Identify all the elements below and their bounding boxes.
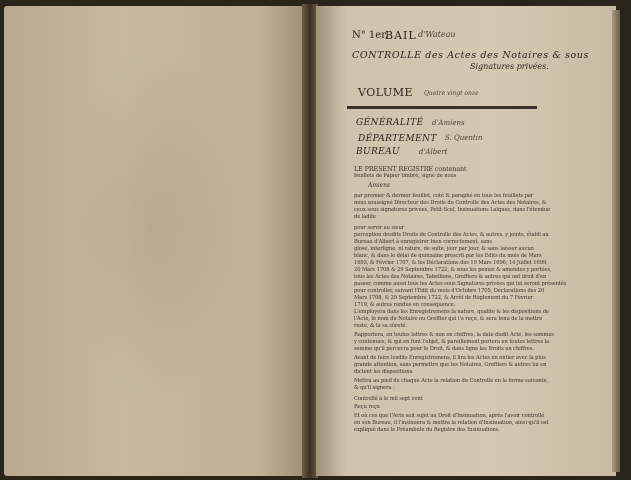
- body-line: L'employera dans les Enregistremens la nature, qualité & les dispositions de: [354, 309, 549, 315]
- bail-label: BAIL: [385, 29, 417, 42]
- body-line: Bureau d'Albert à enregistrer bien correctement, sans: [354, 239, 492, 245]
- body-line: glose, interligne, ni rature, de suite, jour par jour, & sans laisser aucun: [354, 246, 534, 252]
- body-line: tous les Actes des Notaires, Tabellions, Greffiers & autres qui ont droit d'en: [354, 274, 547, 280]
- body-line: perception desdits Droits de Controlle des Actes, & autres, y joints, établi au: [354, 232, 549, 238]
- body-line: par premier & dernier feuillet, coté & paraphé en tous les feuillets par: [354, 193, 534, 199]
- volume-label: VOLUME: [358, 86, 414, 99]
- body-line: Amiens: [368, 182, 390, 189]
- body-line: nous soussigné Directeur des Droits du Controlle des Actes des Notaires, &: [354, 200, 547, 206]
- body-line: Rapportera, en toutes lettres & non en chiffres, la date dudit Acte, les sommes: [354, 332, 554, 338]
- body-line: 1693, & Février 1707, & les Déclarations des 19 Mars 1696, 14 Juillet 1699,: [354, 260, 548, 266]
- body-line: Et où ces que l'Acte soit sujet au Droit d'Insinuation, après l'avoir controllé: [354, 413, 545, 419]
- title-line1: CONTROLLE des Actes des Notaires & sous: [352, 50, 590, 61]
- body-line: Reçu reçu: [354, 404, 380, 410]
- body-line: grande attention, sans permettre que les Notaires, Greffiers & autres lui en: [354, 362, 547, 368]
- bail-hand: d'Wateau: [418, 30, 456, 39]
- left-page-stain: [64, 46, 244, 406]
- body-line: Mettra au pied de chaque Acte la relation du Controlle en la forme suivante,: [354, 378, 548, 384]
- generalite-hand: d'Amiens: [432, 119, 465, 127]
- left-page: [4, 6, 306, 476]
- generalite-label: GÉNÉRALITÉ: [356, 118, 424, 128]
- body-line: de ladite: [354, 214, 377, 220]
- body-line: blanc, & dans le délai de quinzaine prescrit par les Edits du mois de Mars: [354, 253, 542, 259]
- body-line: ceux sous signatures privées, Petit-Scel, Insinuations Laïques, dans l'étendue: [354, 207, 551, 213]
- body-line: y contenues, & qui en font l'objet, & pareillement portera en toutes lettres la: [354, 339, 550, 345]
- body-line: feuillets de Papier timbré, signé de nous: [354, 173, 457, 179]
- body-line: reste, & la sa sûreté.: [354, 323, 407, 329]
- body-line: 1719, & autres rendus en conséquence.: [354, 302, 456, 308]
- departement-hand: S. Quentin: [445, 134, 483, 142]
- body-line: pour controller, suivant l'Edit du mois d'Octobre 1705, Déclarations des 20: [354, 288, 545, 294]
- title-line2: Signatures privées.: [470, 62, 549, 71]
- volume-hand: Quatre vingt onze: [424, 90, 479, 97]
- body-line: expliqué dans le Préambule du Registre des Insinuations.: [354, 427, 500, 433]
- body-line: Avant de faire lesdits Enregistremens, il lira les Actes en entier avec la plus: [354, 355, 546, 361]
- header-rule: [347, 106, 537, 109]
- body-line: LE PRESENT REGISTRE contenant: [354, 165, 467, 173]
- bureau-hand: d'Albert: [419, 148, 448, 156]
- body-line: 20 Mars 1708 & 29 Septembre 1722, & sous les peines & amendes y portées,: [354, 267, 552, 273]
- body-line: en son Bureau, il l'insinuera & mettra la relation d'Insinuation, ainsi qu'il est: [354, 420, 549, 426]
- register-number: N° 1er.: [352, 30, 389, 41]
- bureau-label: BUREAU: [356, 147, 401, 157]
- body-line: passer, comme aussi tous les Actes sous Signatures privées qui lui seront présentés: [354, 281, 567, 287]
- body-line: dictent les dispositions.: [354, 369, 414, 375]
- departement-label: DÉPARTEMENT: [358, 134, 437, 144]
- body-line: & qu'il signera :: [354, 385, 395, 391]
- body-line: somme qu'il percevra pour le Droit, & dans ligne les Droits en chiffres.: [354, 346, 534, 352]
- body-line: Mars 1708, & 29 Septembre 1722, & Arrêt de Règlement du 7 Février: [354, 295, 533, 301]
- body-line: pour servir au sieur: [354, 225, 405, 231]
- body-line: Controllé à le mil sept cent: [354, 396, 423, 402]
- body-line: l'Acte, le nom du Notaire ou Greffier qui l'a reçu, & sera tenu de la mettre: [354, 316, 543, 322]
- page-edge: [612, 10, 620, 472]
